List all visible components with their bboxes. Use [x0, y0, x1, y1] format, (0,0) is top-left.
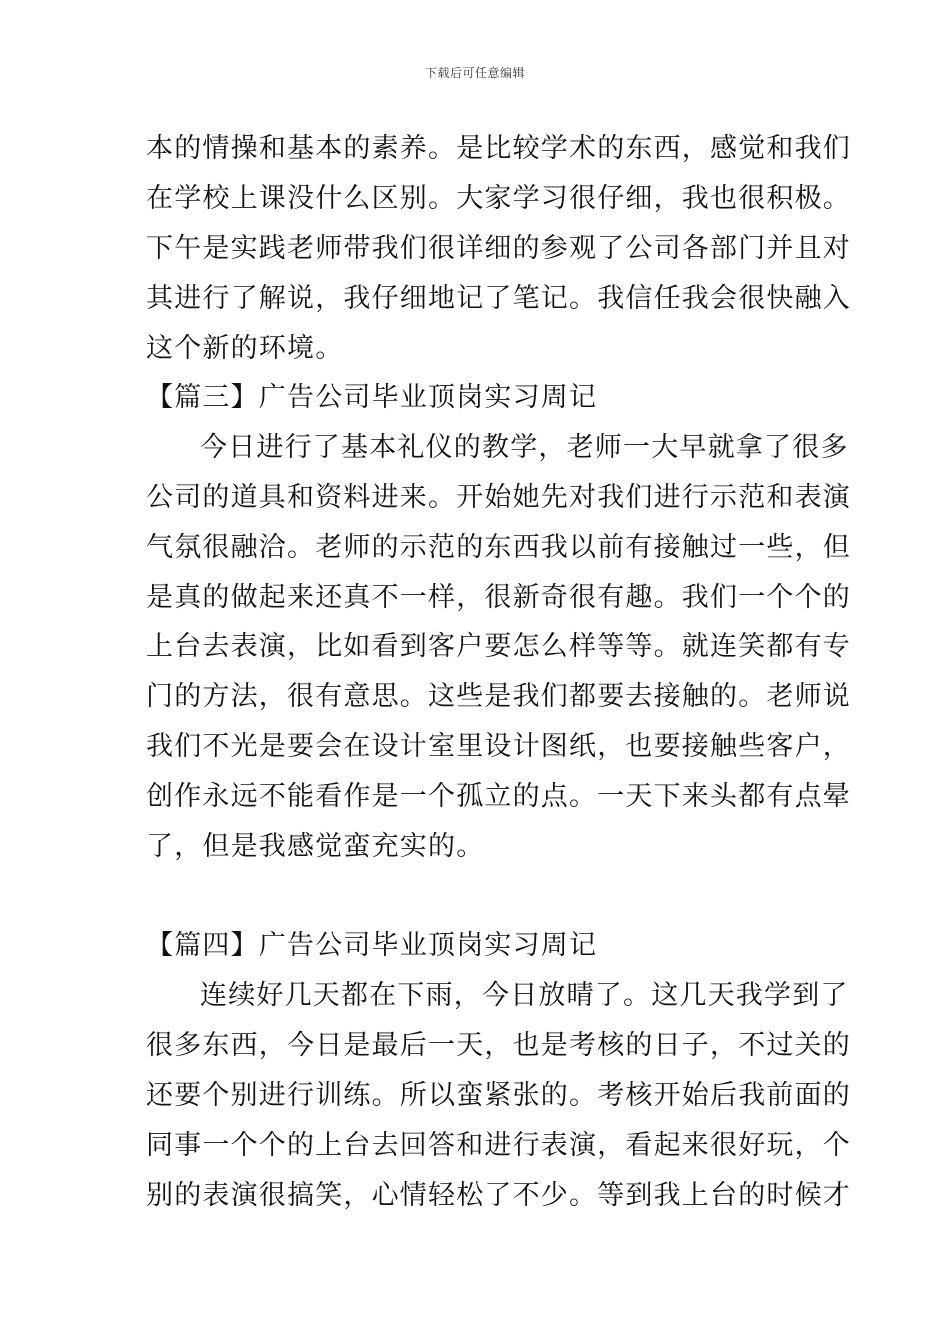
- intro-line: 其进行了解说，我仔细地记了笔记。我信任我会很快融入: [146, 283, 851, 314]
- section-3-line: 公司的道具和资料进来。开始她先对我们进行示范和表演: [146, 482, 851, 513]
- section-4-line: 别的表演很搞笑，心情轻松了不少。等到我上台的时候才: [146, 1180, 851, 1211]
- section-3-heading: 【篇三】广告公司毕业顶岗实习周记: [146, 382, 598, 413]
- section-4-line: 连续好几天都在下雨，今日放晴了。这几天我学到了: [200, 980, 849, 1011]
- section-4-line: 还要个别进行训练。所以蛮紧张的。考核开始后我前面的: [146, 1080, 851, 1111]
- section-3-line: 创作永远不能看作是一个孤立的点。一天下来头都有点晕: [146, 781, 851, 812]
- section-4-line: 很多东西，今日是最后一天，也是考核的日子，不过关的: [146, 1030, 851, 1061]
- section-3-line: 是真的做起来还真不一样，很新奇很有趣。我们一个个的: [146, 582, 851, 613]
- section-4-line: 同事一个个的上台去回答和进行表演，看起来很好玩，个: [146, 1130, 851, 1161]
- section-3-line: 我们不光是要会在设计室里设计图纸，也要接触些客户，: [146, 731, 851, 762]
- intro-line: 下午是实践老师带我们很详细的参观了公司各部门并且对: [146, 233, 851, 264]
- intro-line: 本的情操和基本的素养。是比较学术的东西，感觉和我们: [146, 133, 851, 164]
- section-3-line: 了，但是我感觉蛮充实的。: [146, 831, 485, 862]
- section-3-line: 气氛很融洽。老师的示范的东西我以前有接触过一些，但: [146, 532, 851, 563]
- intro-line: 这个新的环境。: [146, 333, 344, 364]
- section-3-line: 门的方法，很有意思。这些是我们都要去接触的。老师说: [146, 681, 851, 712]
- intro-line: 在学校上课没什么区别。大家学习很仔细，我也很积极。: [146, 183, 851, 214]
- page-header: 下载后可任意编辑: [424, 66, 525, 80]
- section-3-line: 上台去表演，比如看到客户要怎么样等等。就连笑都有专: [146, 631, 851, 662]
- section-4-heading: 【篇四】广告公司毕业顶岗实习周记: [146, 930, 598, 961]
- section-3-line: 今日进行了基本礼仪的教学，老师一大早就拿了很多: [200, 432, 849, 463]
